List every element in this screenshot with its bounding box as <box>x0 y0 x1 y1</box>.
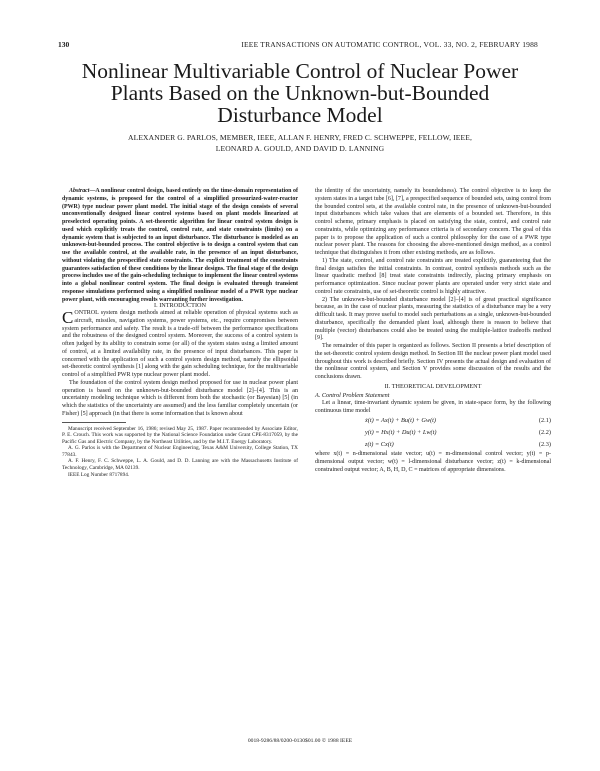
footnote-coauthors: A. F. Henry, F. C. Schweppe, L. A. Gould, and D. D. Lanning are with the Massachusetts Institute of Technology, Cambridge, MA 02139. <box>62 458 298 472</box>
right-paragraph-5: Let a linear, time-invariant dynamic system be given, in state-space form, by the following continuous time model <box>315 399 551 414</box>
intro-paragraph-2: The foundation of the control system design method proposed for use in nuclear power plant operation is based on the unknown-but-bounded disturbance model [2]–[4]. This is an uncertainty modeling technique which is different from both the stochastic (or Bayesian) [5] (in which the statistics of the uncertainty are assumed) and the less familiar completely uncertain (or Fisher) [5] approach (in that there is some information that is known about <box>62 379 298 417</box>
title-line-1: Nonlinear Multivariable Control of Nuclear Power <box>81 59 519 83</box>
abstract <box>62 188 298 304</box>
right-paragraph-2: 1) The state, control, and control rate constraints are treated explicitly, guaranteeing that the final design satisfies the initial constraints. In contrast, control synthesis methods such as the linear quadratic method [8] treat state constraints indirectly, placing primary emphasis on performance optimization. Since nuclear power plants are operated under very strict state and control rate constraints, use of set-theoretic control is highly attractive. <box>315 257 551 295</box>
authors-line-2: LEONARD A. GOULD, AND DAVID D. LANNING <box>215 144 385 153</box>
left-column-body <box>62 301 298 478</box>
footnote-parlos: A. G. Parlos is with the Department of Nuclear Engineering, Texas A&M University, College Station, TX 77843. <box>62 445 298 458</box>
copyright-code: 0018-9286/88/0200-0130$01.00 © 1988 IEEE <box>247 738 353 744</box>
footnote-manuscript: Manuscript received September 16, 1986; revised May 25, 1987. Paper recommended by Associate Editor, P. E. Crouch. This work was supported by the National Science Foundation under Grant CPE-8317059, by the Pacific Gas and Electric Company, by the Northeast Utilities, and by the M.I.T. Energy Laboratory. <box>62 425 298 445</box>
right-paragraph-4: The remainder of this paper is organized as follows. Section II presents a brief description of the set-theoretic control system design method. In Section III the nuclear power plant model used throughout this work is described briefly. Section IV presents the actual design and evaluation of the nonlinear control system, and Section V provides some discussion of the results and the conclusions drawn. <box>315 343 551 380</box>
section-heading-introduction: I. INTRODUCTION <box>154 302 206 309</box>
subsection-heading-control-problem: A. Control Problem Statement <box>315 391 390 399</box>
authors-line-1: ALEXANDER G. PARLOS, MEMBER, IEEE, ALLAN F. HENRY, FRED C. SCHWEPPE, FELLOW, IEEE, <box>128 133 472 142</box>
footnote-log-number: IEEE Log Number 8717894. <box>68 471 130 478</box>
running-header <box>58 40 538 52</box>
title-line-3: Disturbance Model <box>217 103 383 127</box>
equation-2-3: z(t) = Cx(t) (2.3) <box>365 441 551 449</box>
footnote-divider <box>62 422 126 423</box>
abstract-text: —A nonlinear control design, based entirely on the time-domain representation of dynamic systems, is proposed for the control of a simplified pressurized-water-reactor (PWR) type nuclear power plant model. The initial stage of the design consists of several unconventionally designed linear control systems based on plant models linearized at preselected operating points. A set-theoretic algorithm for linear control system design is used which explicitly treats the control, control rate, and state constraints (limits) on a dynamic system that is subjected to an input disturbance. The disturbance is modeled as an unknown-but-bounded process. The control objective is to design a control system that can use the available control, at the available rate, in the presence of an input disturbance, without violating the prespecified state constraints. The explicit treatment of the constraints guarantees satisfaction of these conditions by the linear designs. The final stage of the design process includes use of the gain-scheduling technique to implement the linear control systems into a global nonlinear control system. The final design is evaluated through transient response simulations performed using a simplified nonlinear model of a PWR type nuclear power plant, with encouraging results warranting further investigation. <box>62 188 298 303</box>
drop-cap: C <box>62 308 74 327</box>
right-paragraph-1: the identity of the uncertainty, namely its boundedness). The control objective is to keep the system states in a target tube [6], [7], a prespecified sequence of bounded sets, using control from the bounded control sets, at the available control rate, in the presence of unknown-but-bounded input disturbances which take values that are elements of a bounded set. Therefore, in this control scheme, primary emphasis is placed on satisfying the state, control, and control rate constraints, while optimizing any performance criteria is of secondary concern. The goal of this paper is to propose the application of such a control philosophy for the case of a PWR type nuclear power plant. The reasons for choosing the above-mentioned design method, as a control technique that distinguishes it from other existing methods, are as follows. <box>315 188 551 256</box>
right-paragraph-3: 2) The unknown-but-bounded disturbance model [2]–[4] is of great practical significance because, as in the case of nuclear plants, measuring the statistics of a disturbance may be a very difficult task. It may prove useful to model such perturbations as a single, unknown-but-bounded disturbance, specifically the demanded plant load, although there is reason to believe that multiple (vector) disturbances could also be treated using the multiple-lattice tradeoffs method [9]. <box>315 296 551 342</box>
abstract-lead: Abstract <box>69 188 90 194</box>
right-column-body <box>315 188 551 475</box>
title-line-2: Plants Based on the Unknown-but-Bounded <box>110 81 490 105</box>
intro-paragraph-1: CONTROL system design methods aimed at reliable operation of physical systems such as aircraft, missiles, navigation systems, power systems, etc., require compromises between system performance and safety. The result is a trade-off between the performance specifications and the robustness of the designed control system. Moreover, the success of a control system is often judged by its ability to constrain some (or all) of the system states using a limited amount of control, at a limited availability rate, in the presence of input disturbances. This paper is concerned with the application of such a control system design method, namely the ellipsoidal set-theoretic control synthesis [1] along with the gain scheduling technique, for the multivariable control of a simplified PWR type nuclear power plant model. <box>62 308 298 378</box>
equation-2-1: ẋ(t) = Ax(t) + Bu(t) + Gw(t) (2.1) <box>365 417 551 425</box>
equation-2-2: y(t) = Hx(t) + Du(t) + Lw(t) (2.2) <box>365 429 551 437</box>
page-number: 130 <box>58 40 70 49</box>
author-list <box>40 132 560 154</box>
section-heading-theory: II. THEORETICAL DEVELOPMENT <box>384 382 482 390</box>
journal-name: IEEE TRANSACTIONS ON AUTOMATIC CONTROL, VOL. 33, NO. 2, FEBRUARY 1988 <box>241 40 538 49</box>
right-paragraph-6: where x(t) = n-dimensional state vector; u(t) = m-dimensional control vector; y(t) = p-dimensional output vector; w(t) = l-dimensional disturbance vector; z(t) = k-dimensional constrained output vector; A, B, H, D, C = matrices of appropriate dimensions. <box>315 451 551 473</box>
paper-title <box>40 60 560 126</box>
